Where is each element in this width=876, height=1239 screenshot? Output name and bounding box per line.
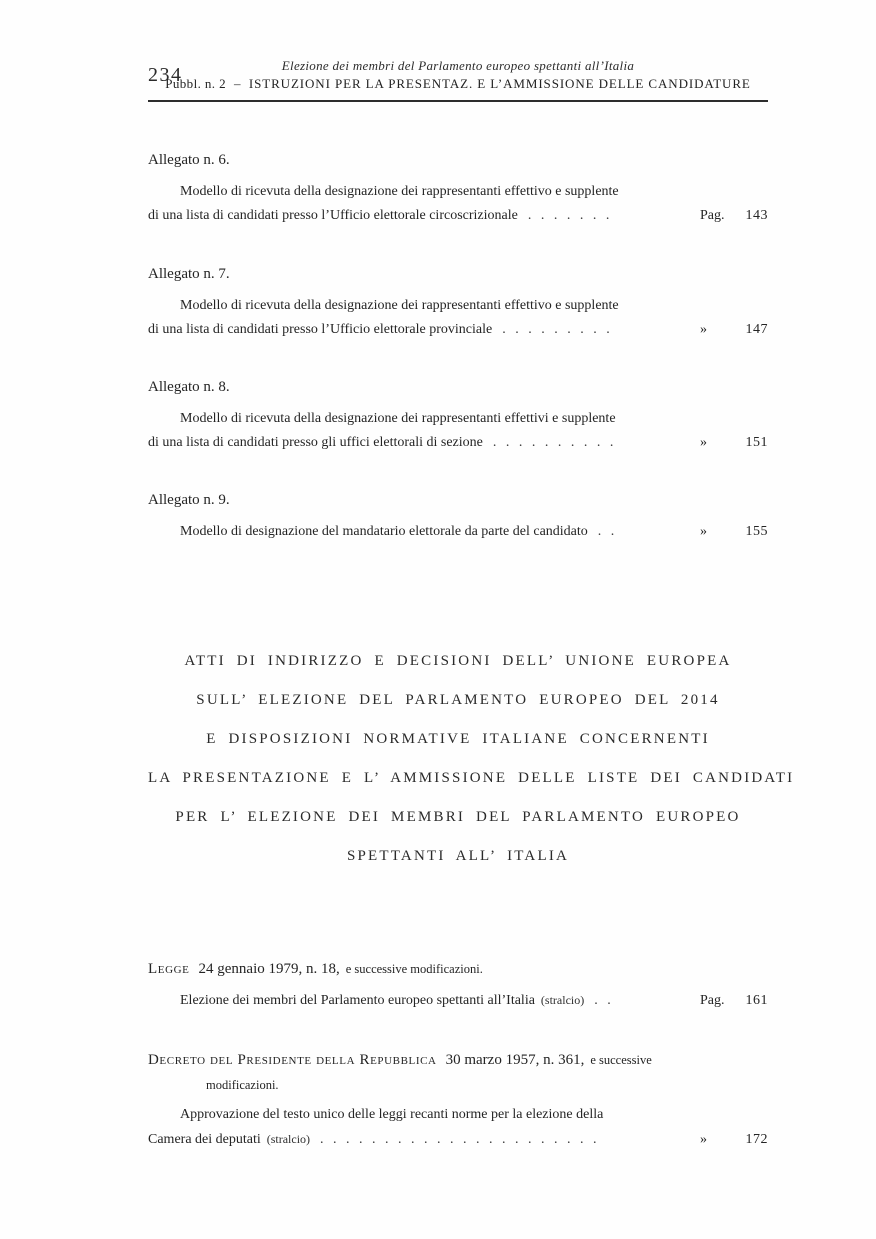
law-details: 24 gennaio 1979, n. 18, xyxy=(198,961,340,977)
entry-line-text: Modello di ricevuta della designazione dei rappresentanti effettivo e supplente xyxy=(180,184,619,199)
publication-title: ISTRUZIONI PER LA PRESENTAZ. E L’AMMISSIONE DELLE CANDIDATURE xyxy=(248,76,751,91)
law-details: 30 marzo 1957, n. 361, xyxy=(445,1052,585,1068)
page-ref-prefix: » xyxy=(700,524,707,539)
page-ref-number: 151 xyxy=(745,435,768,450)
law-suffix: e successive modificazioni. xyxy=(345,962,483,976)
page-content xyxy=(148,0,795,1152)
page-ref-prefix: » xyxy=(700,322,707,337)
entry-text xyxy=(148,988,688,1013)
entry-label: Allegato n. 9. xyxy=(148,492,230,508)
page-ref-prefix: Pag. xyxy=(700,208,725,223)
entry-page-ref xyxy=(700,318,768,342)
entry-label: Allegato n. 8. xyxy=(148,379,230,395)
dot-leader: . . xyxy=(594,993,612,1008)
entry-note: (stralcio) xyxy=(540,993,585,1007)
entry-text xyxy=(148,1103,688,1152)
section-title-block xyxy=(148,642,795,876)
entry-line-1 xyxy=(148,180,688,204)
entry-line-1 xyxy=(148,1103,688,1127)
page-ref-number: 161 xyxy=(745,993,768,1008)
law-suffix: e successive xyxy=(590,1053,652,1067)
folio-page-number: 234 xyxy=(148,64,183,86)
entry-body xyxy=(148,180,768,228)
entry-line-1 xyxy=(148,407,688,431)
entry-body xyxy=(148,407,768,455)
entry-text xyxy=(148,180,688,228)
dot-leader: . . xyxy=(597,524,616,539)
entry-page-ref xyxy=(700,1128,768,1152)
toc-entry-allegato-8 xyxy=(148,375,768,455)
section-title-line: PER L’ ELEZIONE DEI MEMBRI DEL PARLAMENTO EUROPEO xyxy=(175,809,741,825)
entry-line-2 xyxy=(148,1127,688,1152)
page-ref-number: 147 xyxy=(745,322,768,337)
section-title-line: LA PRESENTAZIONE E L’ AMMISSIONE DELLE LISTE DEI CANDIDATI xyxy=(148,770,795,786)
section-title-line: SPETTANTI ALL’ ITALIA xyxy=(346,848,570,864)
entry-line-text: Approvazione del testo unico delle leggi recanti norme per la elezione della xyxy=(180,1107,604,1122)
law-entry-decreto xyxy=(148,1047,768,1152)
law-entry-legge xyxy=(148,956,768,1013)
page-ref-prefix: Pag. xyxy=(700,993,725,1008)
page-ref-number: 143 xyxy=(745,208,768,223)
entry-page-ref xyxy=(700,204,768,228)
entry-line-text: di una lista di candidati presso gli uffici elettorali di sezione xyxy=(148,435,483,450)
section-title-line: E DISPOSIZIONI NORMATIVE ITALIANE CONCERNENTI xyxy=(206,731,710,747)
entry-text xyxy=(148,294,688,342)
entry-page-ref xyxy=(700,431,768,455)
page-ref-number: 172 xyxy=(745,1132,768,1147)
law-heading xyxy=(148,1047,768,1073)
page-ref-prefix: » xyxy=(700,1132,707,1147)
entry-text xyxy=(148,520,688,544)
entry-label: Allegato n. 6. xyxy=(148,152,230,168)
entry-line-text: di una lista di candidati presso l’Ufficio elettorale circoscrizionale xyxy=(148,208,518,223)
header-rule xyxy=(148,100,768,102)
toc-entry-allegato-7 xyxy=(148,262,768,342)
entry-label: Allegato n. 7. xyxy=(148,266,230,282)
toc-entry-allegato-6 xyxy=(148,148,768,228)
publication-separator: – xyxy=(233,76,241,91)
entry-line-text: Modello di ricevuta della designazione dei rappresentanti effettivi e supplente xyxy=(180,411,616,426)
entry-line-1 xyxy=(148,520,688,544)
entry-body xyxy=(148,294,768,342)
dot-leader: . . . . . . . xyxy=(527,208,611,223)
entry-page-ref xyxy=(700,989,768,1013)
entry-text xyxy=(148,407,688,455)
entry-line-1 xyxy=(148,988,688,1013)
page-header xyxy=(148,0,768,102)
entry-line-2 xyxy=(148,318,688,342)
publication-line xyxy=(148,75,768,92)
entry-note: (stralcio) xyxy=(266,1132,311,1146)
dot-leader: . . . . . . . . . . . . . . . . . . . . . . xyxy=(320,1132,598,1147)
entry-line-2 xyxy=(148,431,688,455)
entry-line-text: Elezione dei membri del Parlamento europeo spettanti all’Italia xyxy=(180,993,535,1008)
publication-label: Pubbl. n. 2 xyxy=(165,76,226,91)
law-suffix-line-2: modificazioni. xyxy=(206,1078,279,1092)
entry-body xyxy=(148,988,768,1013)
page-ref-prefix: » xyxy=(700,435,707,450)
toc-entry-allegato-9 xyxy=(148,488,768,544)
law-name: Decreto del Presidente della Repubblica xyxy=(148,1052,437,1068)
entry-body xyxy=(148,520,768,544)
page-ref-number: 155 xyxy=(745,524,768,539)
dot-leader: . . . . . . . . . . xyxy=(492,435,615,450)
entry-line-text: Camera dei deputati xyxy=(148,1132,261,1147)
entry-page-ref xyxy=(700,520,768,544)
dot-leader: . . . . . . . . . xyxy=(502,322,611,337)
entry-line-2 xyxy=(148,204,688,228)
entry-line-1 xyxy=(148,294,688,318)
law-heading xyxy=(148,956,768,982)
section-title-line: ATTI DI INDIRIZZO E DECISIONI DELL’ UNIONE EUROPEA xyxy=(184,653,732,669)
section-title-line: SULL’ ELEZIONE DEL PARLAMENTO EUROPEO DEL 2014 xyxy=(196,692,720,708)
entry-line-text: di una lista di candidati presso l’Ufficio elettorale provinciale xyxy=(148,322,493,337)
law-name: Legge xyxy=(148,961,190,977)
entry-line-text: Modello di designazione del mandatario elettorale da parte del candidato xyxy=(180,524,588,539)
entry-body xyxy=(148,1103,768,1152)
entry-line-text: Modello di ricevuta della designazione dei rappresentanti effettivo e supplente xyxy=(180,298,619,313)
running-title: Elezione dei membri del Parlamento europeo spettanti all’Italia xyxy=(281,58,635,73)
